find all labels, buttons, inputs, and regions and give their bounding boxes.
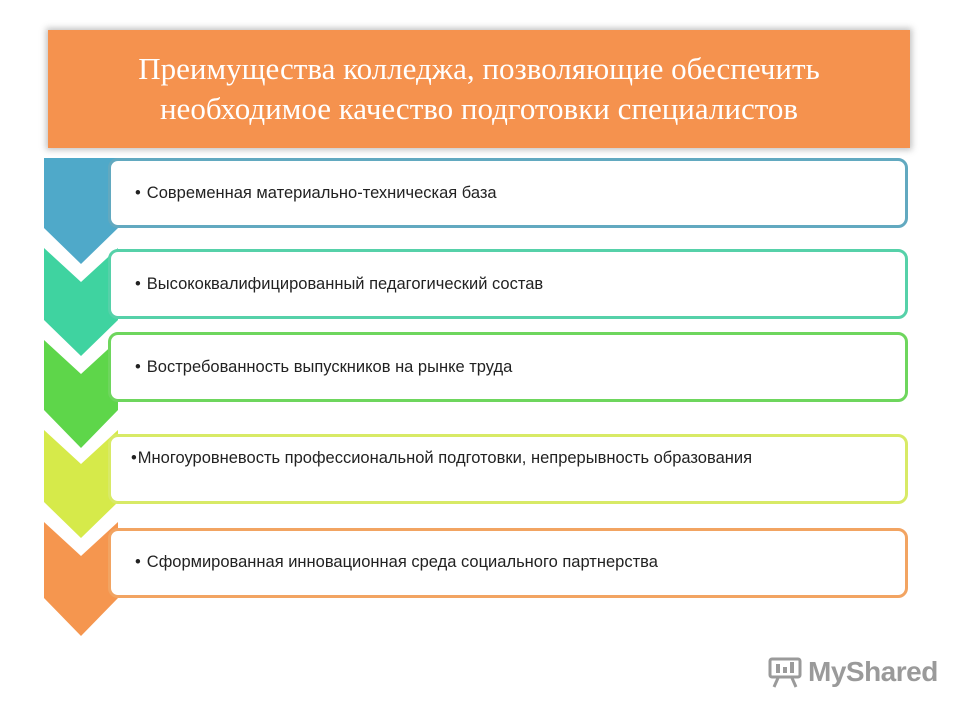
item-text-3 [135,358,512,377]
item-bullet-2: • [135,274,141,293]
title-line-1: Преимущества колледжа, позволяющие обеспечить [138,51,820,86]
item-bullet-1: • [135,183,141,202]
item-label-4: Многоуровневость профессиональной подготовки, непрерывность образования [137,449,753,467]
myshared-logo [768,656,938,688]
item-bullet-3: • [135,357,141,376]
chevron-2 [44,248,118,356]
item-box-5 [108,528,908,598]
presentation-board-icon [768,656,802,688]
item-bullet-4: • [131,449,137,467]
item-bullet-5: • [135,553,141,571]
item-label-2: Высококвалифицированный педагогический состав [146,274,544,293]
item-text-2 [135,275,543,294]
item-text-1 [135,184,497,203]
item-label-3: Востребованность выпускников на рынке труда [146,357,513,376]
item-box-1 [108,158,908,228]
chevron-5 [44,522,118,636]
title-line-2: необходимое качество подготовки специалистов [159,91,799,126]
item-text-5 [135,553,658,572]
item-box-2 [108,249,908,319]
item-label-1: Современная материально-техническая база [146,183,497,202]
item-label-5: Сформированная инновационная среда социального партнерства [146,553,658,571]
logo-text: MyShared [808,656,938,687]
chevron-3 [44,340,118,448]
item-text-4 [131,449,752,468]
item-box-4 [108,434,908,504]
chevron-1 [44,158,118,264]
item-box-3 [108,332,908,402]
